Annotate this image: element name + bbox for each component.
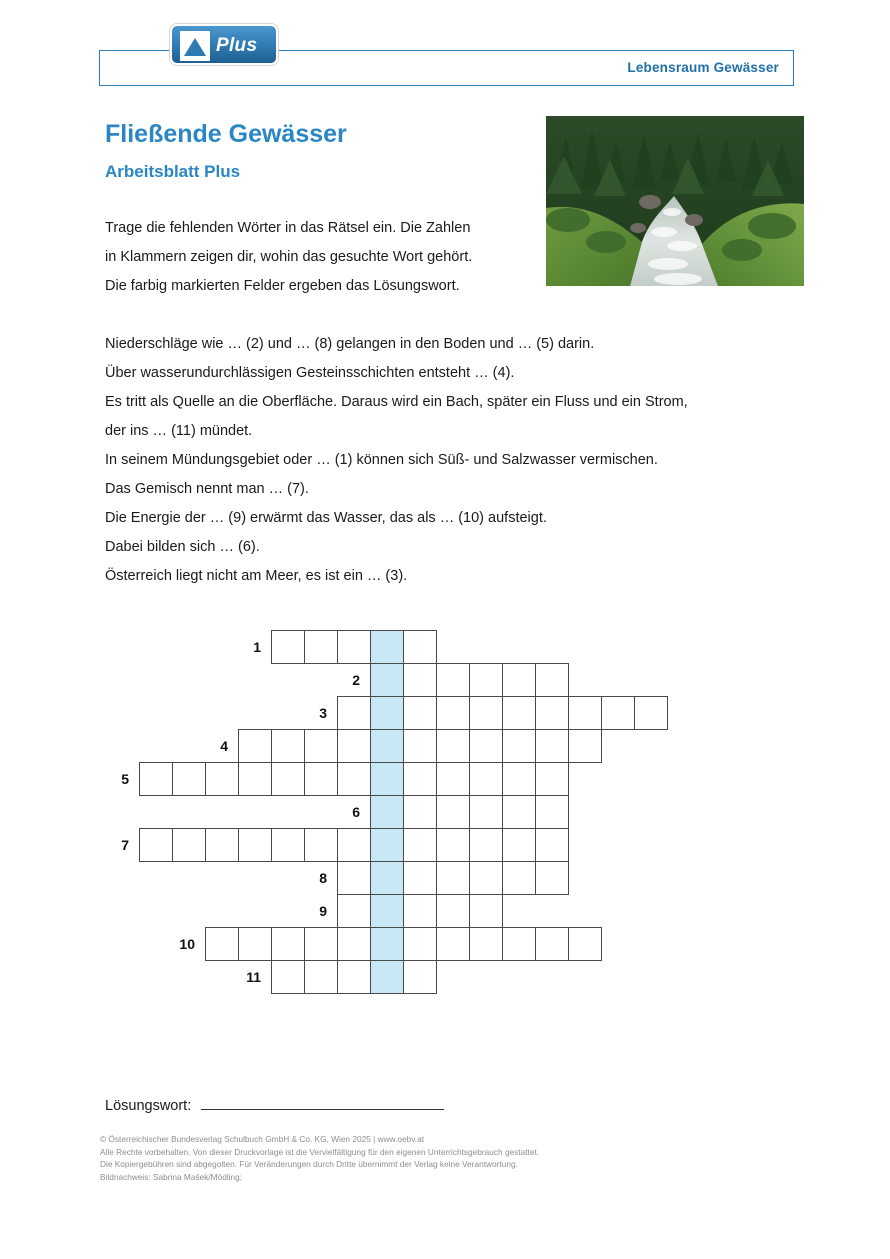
crossword-cells bbox=[139, 828, 568, 862]
crossword-cells bbox=[238, 729, 601, 763]
solution-word-input[interactable] bbox=[201, 1095, 444, 1110]
crossword-cell[interactable] bbox=[271, 729, 305, 763]
crossword-cell[interactable] bbox=[271, 630, 305, 664]
crossword-cell[interactable] bbox=[436, 861, 470, 895]
crossword-cell[interactable] bbox=[535, 696, 569, 730]
crossword-cell[interactable] bbox=[271, 828, 305, 862]
crossword-cell[interactable] bbox=[535, 762, 569, 796]
stream-photo-image bbox=[546, 116, 804, 286]
crossword-row-number: 10 bbox=[179, 936, 195, 952]
crossword-cell[interactable] bbox=[403, 762, 437, 796]
crossword-cell[interactable] bbox=[469, 762, 503, 796]
crossword-cell[interactable] bbox=[436, 795, 470, 829]
crossword-cell[interactable] bbox=[403, 630, 437, 664]
crossword-row bbox=[105, 795, 805, 829]
crossword-cell[interactable] bbox=[403, 729, 437, 763]
crossword-cell-highlight[interactable] bbox=[370, 861, 404, 895]
crossword-row-number: 8 bbox=[319, 870, 327, 886]
crossword-cell[interactable] bbox=[535, 927, 569, 961]
crossword-cell[interactable] bbox=[337, 960, 371, 994]
crossword-row bbox=[105, 729, 805, 763]
crossword-cell[interactable] bbox=[139, 762, 173, 796]
publisher-logo bbox=[170, 24, 278, 65]
crossword-cell[interactable] bbox=[568, 729, 602, 763]
crossword-row bbox=[105, 894, 805, 928]
crossword-cell[interactable] bbox=[436, 927, 470, 961]
crossword-row bbox=[105, 696, 805, 730]
intro-text bbox=[105, 214, 535, 301]
mountain-triangle-icon bbox=[180, 31, 210, 61]
crossword-cell[interactable] bbox=[403, 795, 437, 829]
crossword-cell[interactable] bbox=[205, 828, 239, 862]
crossword-cell[interactable] bbox=[436, 696, 470, 730]
crossword-cell[interactable] bbox=[469, 894, 503, 928]
crossword-row bbox=[105, 861, 805, 895]
crossword-cell[interactable] bbox=[403, 828, 437, 862]
crossword-cell[interactable] bbox=[205, 762, 239, 796]
crossword-cells bbox=[370, 663, 568, 697]
crossword-cells bbox=[139, 762, 568, 796]
crossword-cell-highlight[interactable] bbox=[370, 762, 404, 796]
crossword-cell[interactable] bbox=[469, 927, 503, 961]
crossword-row bbox=[105, 630, 805, 664]
clue-line: Niederschläge wie … (2) und … (8) gelangen in den Boden und … (5) darin. bbox=[105, 336, 595, 352]
crossword-cell[interactable] bbox=[601, 696, 635, 730]
crossword-cell[interactable] bbox=[172, 828, 206, 862]
crossword-cell[interactable] bbox=[337, 927, 371, 961]
crossword-row bbox=[105, 828, 805, 862]
crossword-row-number: 11 bbox=[246, 969, 261, 985]
crossword-row bbox=[105, 960, 805, 994]
solution-word-label: Lösungswort: bbox=[105, 1098, 192, 1114]
crossword-cell[interactable] bbox=[436, 894, 470, 928]
crossword-cell[interactable] bbox=[436, 762, 470, 796]
crossword-cell[interactable] bbox=[337, 828, 371, 862]
crossword-row-number: 3 bbox=[319, 705, 327, 721]
crossword-row-number: 4 bbox=[220, 738, 228, 754]
footer-copyright bbox=[100, 1133, 800, 1183]
crossword-cell[interactable] bbox=[535, 795, 569, 829]
crossword-cell[interactable] bbox=[337, 729, 371, 763]
crossword-cell[interactable] bbox=[403, 861, 437, 895]
crossword-cell-highlight[interactable] bbox=[370, 927, 404, 961]
crossword-cell[interactable] bbox=[403, 894, 437, 928]
crossword-cell[interactable] bbox=[436, 729, 470, 763]
crossword-cell[interactable] bbox=[502, 861, 536, 895]
page-subtitle: Arbeitsblatt Plus bbox=[105, 162, 241, 181]
clue-line: Die Energie der … (9) erwärmt das Wasser, das als … (10) aufsteigt. bbox=[105, 510, 547, 526]
crossword-cell[interactable] bbox=[337, 894, 371, 928]
crossword-cell[interactable] bbox=[403, 927, 437, 961]
crossword-cell-highlight[interactable] bbox=[370, 696, 404, 730]
crossword-cells bbox=[271, 630, 436, 664]
crossword-cell[interactable] bbox=[238, 828, 272, 862]
crossword-cell[interactable] bbox=[535, 729, 569, 763]
clue-line: In seinem Mündungsgebiet oder … (1) können sich Süß- und Salzwasser vermischen. bbox=[105, 452, 658, 468]
crossword-cell[interactable] bbox=[337, 762, 371, 796]
crossword-cells bbox=[205, 927, 601, 961]
crossword-row bbox=[105, 762, 805, 796]
header-title: Lebensraum Gewässer bbox=[627, 60, 779, 75]
crossword-cell[interactable] bbox=[337, 630, 371, 664]
crossword-cell[interactable] bbox=[172, 762, 206, 796]
crossword-row-number: 9 bbox=[319, 903, 327, 919]
footer-line: Bildnachweis: Sabrina Mašek/Mödling; bbox=[100, 1171, 243, 1182]
crossword-cell[interactable] bbox=[403, 960, 437, 994]
crossword-row-number: 6 bbox=[352, 804, 360, 820]
crossword-cell[interactable] bbox=[535, 861, 569, 895]
crossword-cell[interactable] bbox=[271, 960, 305, 994]
crossword-cell[interactable] bbox=[502, 762, 536, 796]
crossword-cell[interactable] bbox=[238, 762, 272, 796]
logo-label: Plus bbox=[216, 35, 258, 56]
clue-line: der ins … (11) mündet. bbox=[105, 423, 253, 439]
crossword-cell[interactable] bbox=[502, 696, 536, 730]
crossword-cell[interactable] bbox=[304, 729, 338, 763]
crossword-cell[interactable] bbox=[304, 828, 338, 862]
crossword-row-number: 2 bbox=[352, 672, 360, 688]
crossword-cell[interactable] bbox=[469, 861, 503, 895]
stream-photo bbox=[546, 116, 804, 286]
crossword-cell[interactable] bbox=[469, 795, 503, 829]
crossword-cell[interactable] bbox=[403, 696, 437, 730]
crossword-cell-highlight[interactable] bbox=[370, 795, 404, 829]
crossword-cell[interactable] bbox=[337, 696, 371, 730]
footer-line: Die Kopiergebühren sind abgegolten. Für Veränderungen durch Dritte übernimmt der Verlag keine Verantwortung. bbox=[100, 1159, 518, 1170]
crossword-cell[interactable] bbox=[568, 927, 602, 961]
clue-line: Das Gemisch nennt man … (7). bbox=[105, 481, 309, 497]
crossword-cell[interactable] bbox=[502, 663, 536, 697]
crossword-cells bbox=[337, 894, 502, 928]
crossword-cell[interactable] bbox=[403, 663, 437, 697]
crossword-cell[interactable] bbox=[238, 927, 272, 961]
crossword-cell[interactable] bbox=[502, 729, 536, 763]
crossword-cells bbox=[271, 960, 436, 994]
intro-line: Die farbig markierten Felder ergeben das Lösungswort. bbox=[105, 278, 460, 294]
clue-line: Es tritt als Quelle an die Oberfläche. Daraus wird ein Bach, später ein Fluss und ein Strom, bbox=[105, 394, 688, 410]
crossword-cell[interactable] bbox=[568, 696, 602, 730]
crossword-cell[interactable] bbox=[436, 828, 470, 862]
crossword-cell[interactable] bbox=[304, 960, 338, 994]
crossword-cell[interactable] bbox=[205, 927, 239, 961]
crossword-cell[interactable] bbox=[469, 696, 503, 730]
crossword-cell[interactable] bbox=[469, 729, 503, 763]
crossword-cell[interactable] bbox=[634, 696, 668, 730]
crossword-cell-highlight[interactable] bbox=[370, 729, 404, 763]
crossword-cell[interactable] bbox=[502, 795, 536, 829]
crossword-cells bbox=[370, 795, 568, 829]
crossword-cell[interactable] bbox=[139, 828, 173, 862]
clue-line: Über wasserundurchlässigen Gesteinsschichten entsteht … (4). bbox=[105, 365, 515, 381]
crossword-cells bbox=[337, 861, 568, 895]
crossword-row bbox=[105, 663, 805, 697]
crossword-row-number: 5 bbox=[121, 771, 129, 787]
crossword-cell[interactable] bbox=[502, 828, 536, 862]
intro-line: Trage die fehlenden Wörter in das Rätsel ein. Die Zahlen bbox=[105, 220, 471, 236]
footer-line: © Österreichischer Bundesverlag Schulbuch GmbH & Co. KG, Wien 2025 | www.oebv.at bbox=[100, 1134, 424, 1144]
crossword-cell[interactable] bbox=[304, 927, 338, 961]
crossword-cell[interactable] bbox=[271, 927, 305, 961]
crossword-cell-highlight[interactable] bbox=[370, 663, 404, 697]
crossword-cell[interactable] bbox=[436, 663, 470, 697]
intro-line: in Klammern zeigen dir, wohin das gesuchte Wort gehört. bbox=[105, 249, 473, 265]
crossword-cell[interactable] bbox=[535, 828, 569, 862]
crossword-cell[interactable] bbox=[469, 663, 503, 697]
solution-word-row bbox=[105, 1095, 444, 1114]
crossword-row-number: 1 bbox=[253, 639, 261, 655]
clue-line: Österreich liegt nicht am Meer, es ist ein … (3). bbox=[105, 568, 408, 584]
crossword-cell-highlight[interactable] bbox=[370, 960, 404, 994]
crossword-cell-highlight[interactable] bbox=[370, 630, 404, 664]
page-title: Fließende Gewässer bbox=[105, 120, 347, 148]
crossword-row bbox=[105, 927, 805, 961]
crossword-cell-highlight[interactable] bbox=[370, 828, 404, 862]
crossword-cell[interactable] bbox=[304, 630, 338, 664]
crossword-row-number: 7 bbox=[121, 837, 129, 853]
crossword-cell[interactable] bbox=[304, 762, 338, 796]
clue-list bbox=[105, 330, 805, 591]
crossword-cell[interactable] bbox=[337, 861, 371, 895]
crossword-cell-highlight[interactable] bbox=[370, 894, 404, 928]
footer-line: Alle Rechte vorbehalten. Von dieser Druckvorlage ist die Vervielfältigung für den eigenen Unterrichtsgebrauch gestattet. bbox=[100, 1146, 540, 1157]
crossword-cell[interactable] bbox=[238, 729, 272, 763]
crossword-grid[interactable] bbox=[105, 630, 805, 993]
crossword-cell[interactable] bbox=[502, 927, 536, 961]
crossword-cell[interactable] bbox=[469, 828, 503, 862]
crossword-cell[interactable] bbox=[535, 663, 569, 697]
crossword-cells bbox=[337, 696, 667, 730]
clue-line: Dabei bilden sich … (6). bbox=[105, 539, 260, 555]
crossword-cell[interactable] bbox=[271, 762, 305, 796]
